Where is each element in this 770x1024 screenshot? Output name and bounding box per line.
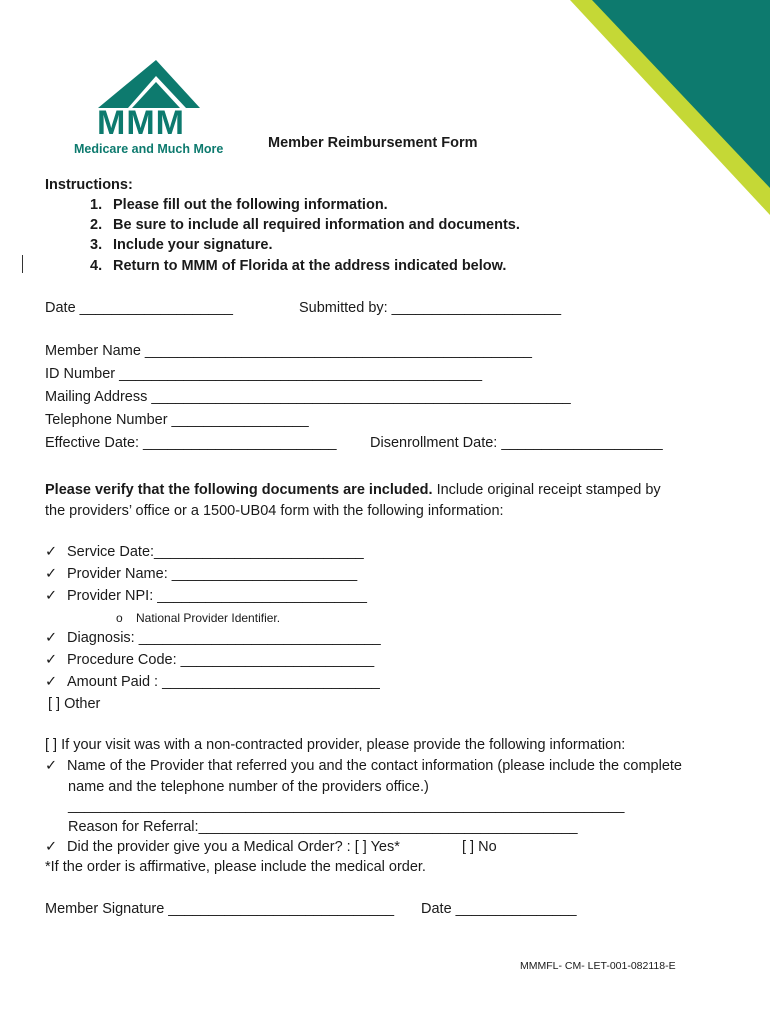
member-name-field[interactable]: Member Name ________________________________________________ bbox=[45, 343, 532, 359]
list-item[interactable]: ✓ Procedure Code: ________________________ bbox=[45, 652, 375, 668]
date-field[interactable]: Date ___________________ bbox=[45, 300, 233, 316]
logo-roof-icon bbox=[98, 60, 200, 110]
check-icon: ✓ bbox=[45, 566, 58, 582]
check-icon: ✓ bbox=[45, 652, 58, 668]
referrer-blank-line[interactable]: _____________________________________________________________________ bbox=[68, 798, 625, 814]
effective-date-field[interactable]: Effective Date: ________________________ bbox=[45, 435, 337, 451]
verify-bold-text: Please verify that the following documents are included. bbox=[45, 482, 433, 498]
instruction-item: Be sure to include all required information and documents. bbox=[113, 217, 520, 233]
reason-blank: _______________________________________________ bbox=[198, 819, 578, 835]
id-number-field[interactable]: ID Number _____________________________________________ bbox=[45, 366, 483, 382]
logo-letters: MMM bbox=[97, 104, 185, 142]
mailing-address-field[interactable]: Mailing Address ____________________________________________________ bbox=[45, 389, 571, 405]
logo-tagline: Medicare and Much More bbox=[74, 142, 224, 156]
verify-paragraph bbox=[45, 482, 661, 498]
instruction-number: 2. bbox=[90, 217, 103, 233]
disenrollment-date-field[interactable]: Disenrollment Date: ____________________ bbox=[370, 435, 663, 451]
reason-for-referral-field[interactable] bbox=[68, 819, 578, 835]
verify-paragraph-line2: the providers’ office or a 1500-UB04 form with the following information: bbox=[45, 503, 504, 519]
list-item[interactable]: ✓ Amount Paid : ___________________________ bbox=[45, 674, 380, 690]
instruction-number: 1. bbox=[90, 197, 103, 213]
affirmative-note: *If the order is affirmative, please include the medical order. bbox=[45, 859, 426, 875]
referrer-item: ✓ Name of the Provider that referred you and the contact information (please include the complete bbox=[45, 758, 682, 774]
member-signature-field[interactable]: Member Signature ____________________________ bbox=[45, 901, 395, 917]
instruction-number: 3. bbox=[90, 237, 103, 253]
instruction-number: 4. bbox=[90, 258, 103, 274]
instruction-item: Include your signature. bbox=[113, 237, 273, 253]
list-item[interactable]: ✓ Provider Name: _______________________ bbox=[45, 566, 358, 582]
medical-order-question[interactable]: ✓ Did the provider give you a Medical Order? : [ ] Yes* bbox=[45, 839, 400, 855]
instruction-item: Please fill out the following information. bbox=[113, 197, 388, 213]
reason-label: Reason for Referral: bbox=[68, 819, 199, 835]
instruction-item: Return to MMM of Florida at the address indicated below. bbox=[113, 258, 507, 274]
medical-order-no-checkbox[interactable]: [ ] No bbox=[462, 839, 497, 855]
check-icon: ✓ bbox=[45, 674, 58, 690]
check-icon: ✓ bbox=[45, 588, 58, 604]
list-item[interactable]: ✓ Diagnosis: ______________________________ bbox=[45, 630, 381, 646]
verify-text: Include original receipt stamped by bbox=[432, 482, 661, 498]
signature-date-field[interactable]: Date _______________ bbox=[421, 901, 577, 917]
submitted-by-field[interactable]: Submitted by: _____________________ bbox=[299, 300, 562, 316]
check-icon: ✓ bbox=[45, 544, 58, 560]
footer-code: MMMFL- CM- LET-001-082118-E bbox=[520, 960, 676, 972]
text-cursor bbox=[22, 255, 23, 273]
check-icon: ✓ bbox=[45, 758, 58, 774]
check-icon: ✓ bbox=[45, 630, 58, 646]
telephone-field[interactable]: Telephone Number _________________ bbox=[45, 412, 309, 428]
form-title: Member Reimbursement Form bbox=[268, 135, 478, 151]
npi-sub-bullet: o bbox=[116, 611, 123, 625]
other-checkbox[interactable]: [ ] Other bbox=[48, 696, 101, 712]
instructions-label: Instructions: bbox=[45, 177, 133, 193]
npi-sub-item: National Provider Identifier. bbox=[136, 611, 281, 625]
list-item[interactable]: ✓ Service Date:__________________________ bbox=[45, 544, 364, 560]
check-icon: ✓ bbox=[45, 839, 58, 855]
noncontracted-checkbox[interactable]: [ ] If your visit was with a non-contracted provider, please provide the following information: bbox=[45, 737, 626, 753]
list-item[interactable]: ✓ Provider NPI: __________________________ bbox=[45, 588, 367, 604]
referrer-line2: name and the telephone number of the providers office.) bbox=[68, 779, 429, 795]
